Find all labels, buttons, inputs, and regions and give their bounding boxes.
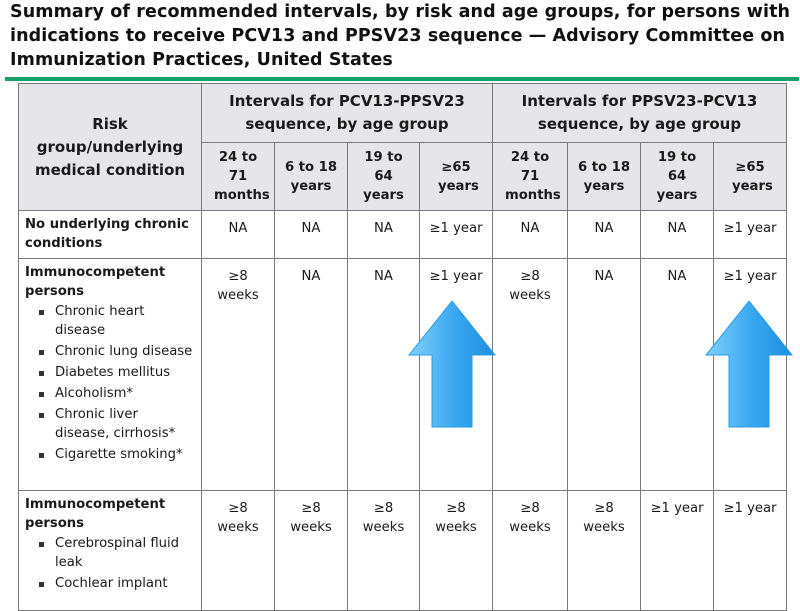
interval-value: ≥1 year [714, 259, 787, 491]
condition-title: No underlying chronic conditions [25, 217, 189, 251]
interval-value: NA [275, 259, 348, 491]
interval-value: ≥8 weeks [493, 491, 568, 611]
page-title: Summary of recommended intervals, by risk and age groups, for persons with indications to receive PCV13 and PPSV23 sequence — Advisory Committee on Immunization Practices, United States [10, 2, 791, 70]
interval-value: NA [641, 211, 714, 259]
condition-title: Immunocompetent persons [25, 265, 166, 299]
up-arrow-icon [407, 299, 497, 429]
condition-item: Chronic heart disease [55, 302, 195, 340]
interval-value: ≥8 weeks [202, 259, 275, 491]
interval-value: ≥8 weeks [202, 491, 275, 611]
table-row [19, 491, 787, 611]
interval-value: ≥8 weeks [568, 491, 641, 611]
age-header: 6 to 18 years [568, 143, 641, 211]
interval-value: ≥8 weeks [420, 491, 493, 611]
title-divider [5, 77, 799, 81]
condition-title: Immunocompetent persons [25, 497, 166, 531]
interval-value: NA [348, 259, 420, 491]
age-header: 6 to 18 years [275, 143, 348, 211]
intervals-table [18, 83, 787, 611]
interval-value: ≥8 weeks [493, 259, 568, 491]
table-row [19, 211, 787, 259]
interval-value: ≥1 year [714, 211, 787, 259]
interval-value: NA [641, 259, 714, 491]
interval-value: ≥8 weeks [275, 491, 348, 611]
age-header: ≥65 years [420, 143, 493, 211]
condition-cell [19, 491, 202, 611]
interval-value: NA [568, 259, 641, 491]
age-header: 24 to 71 months [202, 143, 275, 211]
age-header: 19 to 64 years [348, 143, 420, 211]
interval-value: ≥1 year [714, 491, 787, 611]
age-header: 19 to 64 years [641, 143, 714, 211]
condition-item: Cigarette smoking* [55, 445, 195, 464]
interval-value: NA [568, 211, 641, 259]
condition-item: Alcoholism* [55, 384, 195, 403]
interval-value: NA [202, 211, 275, 259]
condition-item: Chronic lung disease [55, 342, 195, 361]
condition-item: Cerebrospinal fluid leak [55, 534, 195, 572]
condition-item: Diabetes mellitus [55, 363, 195, 382]
condition-list [25, 534, 195, 593]
interval-value: ≥1 year [420, 259, 493, 491]
age-header: ≥65 years [714, 143, 787, 211]
interval-value: NA [275, 211, 348, 259]
interval-value: ≥8 weeks [348, 491, 420, 611]
condition-item: Chronic liver disease, cirrhosis* [55, 405, 195, 443]
interval-value: NA [493, 211, 568, 259]
interval-value: NA [348, 211, 420, 259]
condition-cell [19, 211, 202, 259]
condition-list [25, 302, 195, 464]
ppsv23-pcv13-group-header: Intervals for PPSV23-PCV13 sequence, by age group [493, 84, 787, 143]
condition-item: Cochlear implant [55, 574, 195, 593]
age-header: 24 to 71 months [493, 143, 568, 211]
pcv13-ppsv23-group-header: Intervals for PCV13-PPSV23 sequence, by age group [202, 84, 493, 143]
up-arrow-icon [704, 299, 794, 429]
condition-cell [19, 259, 202, 491]
interval-value: ≥1 year [641, 491, 714, 611]
interval-value: ≥1 year [420, 211, 493, 259]
risk-group-header: Risk group/underlying medical condition [19, 84, 202, 211]
table-row [19, 259, 787, 491]
